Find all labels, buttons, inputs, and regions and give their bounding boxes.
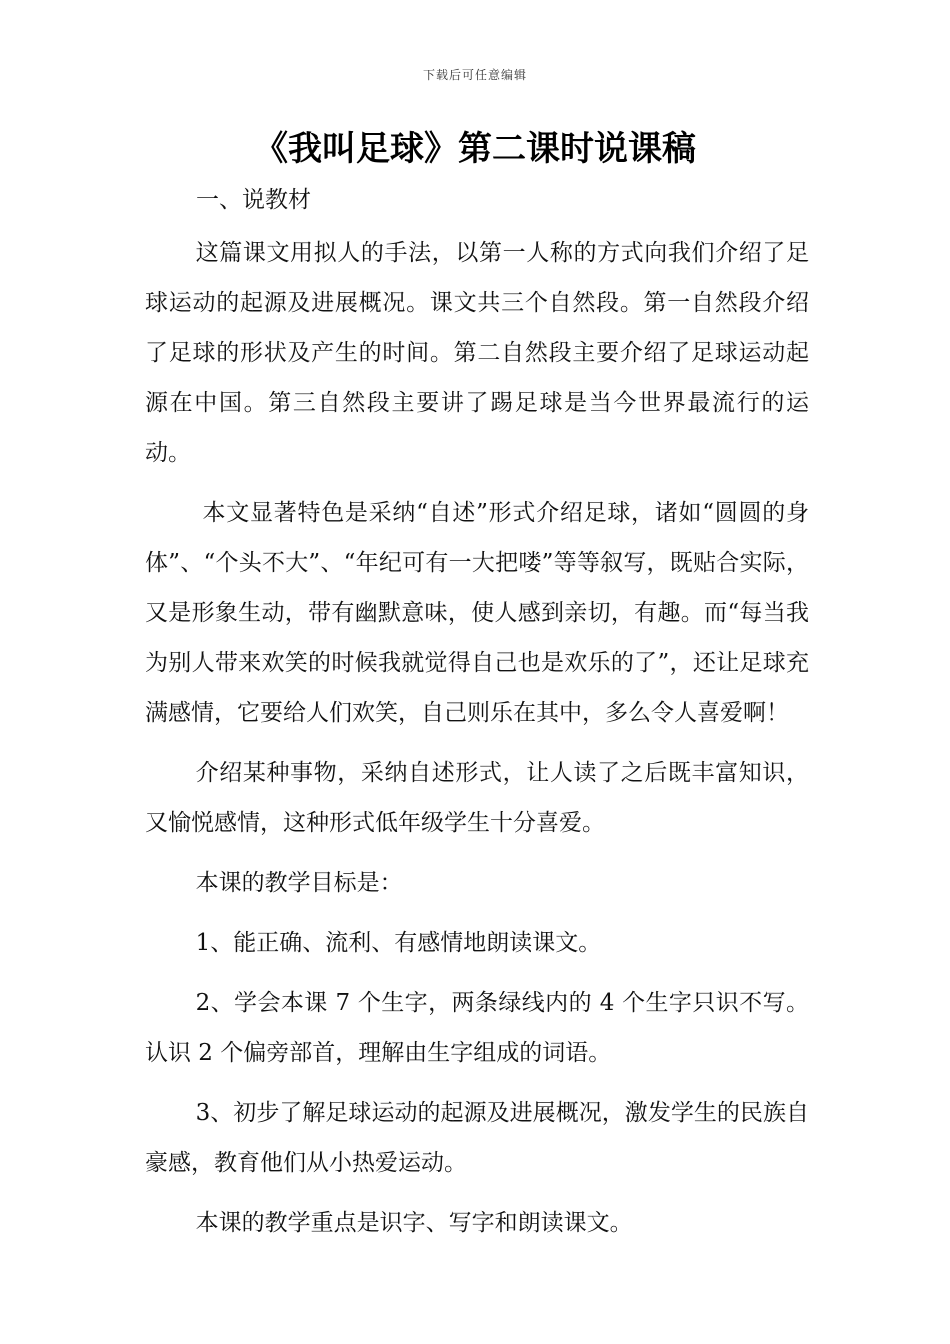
paragraph-goals-heading: 本课的教学目标是： [195,870,403,896]
header-note: 下载后可任意编辑 [422,68,527,82]
paragraph-key-points: 本课的教学重点是识字、写字和朗读课文。 [195,1210,633,1236]
document-title: 《我叫足球》第二课时说课稿 [254,129,696,169]
paragraph-textbook-intro: 这篇课文用拟人的手法，以第一人称的方式向我们介绍了足球运动的起源及进展概况。课文共三个自然段。第一自然段介绍了足球的形状及产生的时间。第二自然段主要介绍了足球运动起源在中国。第三自然段主要讲了踢足球是当今世界最流行的运动。 [145,240,809,466]
paragraph-self-narration: 介绍某种事物，采纳自述形式，让人读了之后既丰富知识，又愉悦感情，这种形式低年级学生十分喜爱。 [145,760,809,836]
paragraph-goal-2: 2、学会本课 7 个生字，两条绿线内的 4 个生字只识不写。认识 2 个偏旁部首，理解由生字组成的词语。 [145,990,809,1066]
paragraph-goal-3: 3、初步了解足球运动的起源及进展概况，激发学生的民族自豪感，教育他们从小热爱运动。 [145,1100,809,1176]
section-heading: 一、说教材 [196,187,311,213]
document-body [145,228,809,1248]
paragraph-features: 本文显著特色是采纳“自述”形式介绍足球，诸如“圆圆的身体”、“个头不大”、“年纪可有一大把喽”等等叙写，既贴合实际，又是形象生动，带有幽默意味，使人感到亲切，有趣。而“每当我为别人带来欢笑的时候我就觉得自己也是欢乐的了”，还让足球充满感情，它要给人们欢笑，自己则乐在其中，多么令人喜爱啊！ [145,500,809,726]
paragraph-goal-1: 1、能正确、流利、有感情地朗读课文。 [195,930,602,956]
